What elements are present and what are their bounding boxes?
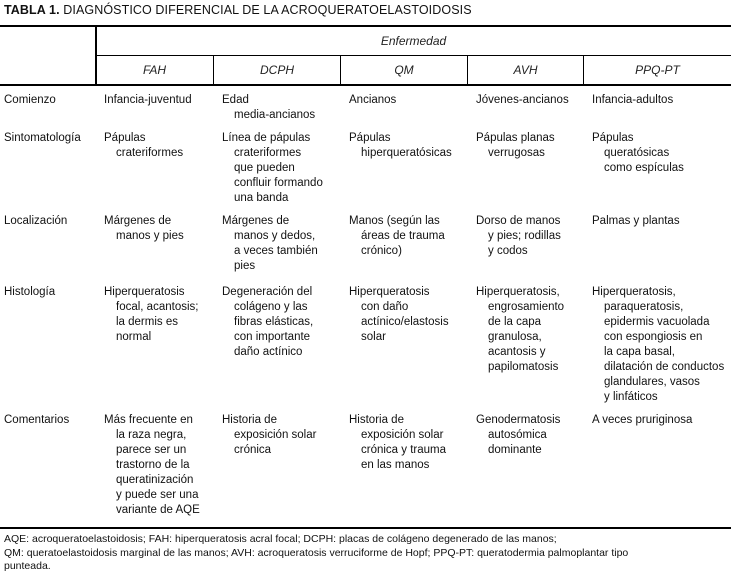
cell-line: Pápulas: [104, 132, 146, 144]
table-cell: [104, 413, 200, 518]
cell-line: crateriformes: [116, 147, 184, 159]
table-title-text: DIAGNÓSTICO DIFERENCIAL DE LA ACROQUERATOELASTOIDOSIS: [63, 3, 472, 17]
table-cell: [476, 413, 560, 458]
table-title: [4, 3, 472, 17]
cell-line: en las manos: [361, 459, 430, 471]
cell-line: manos y dedos,: [234, 230, 316, 242]
cell-line: pies: [234, 260, 256, 272]
table-cell: [104, 285, 198, 345]
cell-line: acantosis y: [488, 346, 546, 358]
cell-line: dominante: [488, 444, 542, 456]
cell-line: Pápulas: [592, 132, 634, 144]
cell-line: hiperqueratósicas: [361, 147, 452, 159]
cell-line: Infancia-adultos: [592, 94, 674, 106]
table-cell: [592, 285, 724, 405]
cell-line: Genodermatosis: [476, 414, 561, 426]
cell-line: Pápulas planas: [476, 132, 555, 144]
column-header: PPQ-PT: [635, 63, 680, 77]
cell-line: A veces pruriginosa: [592, 414, 693, 426]
cell-line: verrugosas: [488, 147, 545, 159]
footnote-line: punteada.: [4, 560, 51, 572]
table-cell: [222, 131, 323, 206]
cell-line: la capa basal,: [604, 346, 675, 358]
cell-line: y puede ser una: [116, 489, 199, 501]
cell-line: como espículas: [604, 162, 684, 174]
table-cell: [349, 93, 396, 108]
cell-line: Márgenes de: [104, 215, 172, 227]
table-cell: [104, 131, 183, 161]
table-number: TABLA 1.: [4, 3, 60, 17]
table-cell: [222, 285, 313, 360]
cell-line: a veces también: [234, 245, 318, 257]
cell-line: crateriformes: [234, 147, 302, 159]
column-header: AVH: [513, 63, 538, 77]
table-cell: [222, 413, 316, 458]
table-cell: [476, 93, 569, 108]
cell-line: confluir formando: [234, 177, 323, 189]
cell-line: con daño: [361, 301, 409, 313]
cell-line: Línea de pápulas: [222, 132, 311, 144]
cell-line: solar: [361, 331, 386, 343]
cell-line: exposición solar: [234, 429, 317, 441]
header-bottom-rule: [0, 84, 731, 86]
row-label: Comentarios: [4, 414, 70, 426]
cell-line: Palmas y plantas: [592, 215, 680, 227]
cell-line: Edad: [222, 94, 249, 106]
cell-line: y linfáticos: [604, 391, 658, 403]
cell-line: Ancianos: [349, 94, 397, 106]
cell-line: papilomatosis: [488, 361, 559, 373]
table-cell: [592, 214, 680, 229]
cell-line: glandulares, vasos: [604, 376, 700, 388]
cell-line: variante de AQE: [116, 504, 200, 516]
column-header: FAH: [142, 63, 167, 77]
row-label: Localización: [4, 215, 68, 227]
cell-line: la raza negra,: [116, 429, 187, 441]
cell-line: Pápulas: [349, 132, 391, 144]
cell-line: dilatación de conductos: [604, 361, 725, 373]
table-cell: [476, 214, 561, 259]
column-header: QM: [394, 63, 414, 77]
cell-line: fibras elásticas,: [234, 316, 314, 328]
footnote-line: QM: queratoelastoidosis marginal de las manos; AVH: acroqueratosis verruciforme de Hopf; PPQ-PT: queratodermia palmoplantar tipo: [4, 546, 629, 559]
cell-line: Jóvenes-ancianos: [476, 94, 569, 106]
top-rule: [0, 25, 731, 27]
cell-line: media-ancianos: [234, 109, 316, 121]
table-cell: [222, 93, 315, 123]
table-cell: [592, 413, 692, 428]
cell-line: trastorno de la: [116, 459, 190, 471]
cell-line: Degeneración del: [222, 286, 313, 298]
table-cell: [592, 131, 684, 176]
table-cell: [592, 93, 673, 108]
cell-line: colágeno y las: [234, 301, 308, 313]
row-label: Histología: [4, 286, 56, 298]
cell-line: parece ser un: [116, 444, 187, 456]
cell-line: focal, acantosis;: [116, 301, 199, 313]
cell-line: Hiperqueratosis,: [592, 286, 676, 298]
table-cell: [104, 214, 184, 244]
cell-line: queratinización: [116, 474, 194, 486]
cell-line: paraqueratosis,: [604, 301, 684, 313]
cell-line: Más frecuente en: [104, 414, 193, 426]
table-cell: [349, 413, 446, 473]
table-cell: [104, 93, 192, 108]
cell-line: Dorso de manos: [476, 215, 561, 227]
table-cell: [349, 131, 452, 161]
cell-line: epidermis vacuolada: [604, 316, 710, 328]
row-label: Sintomatología: [4, 132, 81, 144]
cell-line: queratósicas: [604, 147, 670, 159]
cell-line: y pies; rodillas: [488, 230, 561, 242]
cell-line: autosómica: [488, 429, 547, 441]
cell-line: granulosa,: [488, 331, 542, 343]
cell-line: y codos: [488, 245, 528, 257]
table-cell: [222, 214, 318, 274]
cell-line: crónico): [361, 245, 402, 257]
cell-line: la dermis es: [116, 316, 178, 328]
cell-line: Historia de: [222, 414, 277, 426]
cell-line: Infancia-juventud: [104, 94, 192, 106]
cell-line: de la capa: [488, 316, 542, 328]
cell-line: actínico/elastosis: [361, 316, 449, 328]
table-cell: [349, 285, 449, 345]
footnote: [4, 533, 729, 574]
cell-line: engrosamiento: [488, 301, 565, 313]
table-cell: [476, 285, 564, 375]
cell-line: con importante: [234, 331, 311, 343]
cell-line: Márgenes de: [222, 215, 290, 227]
table-cell: [349, 214, 445, 259]
cell-line: áreas de trauma: [361, 230, 445, 242]
cell-line: manos y pies: [116, 230, 184, 242]
table-cell: [476, 131, 555, 161]
bottom-rule: [0, 527, 731, 529]
cell-line: Hiperqueratosis,: [476, 286, 560, 298]
cell-line: normal: [116, 331, 152, 343]
cell-line: Historia de: [349, 414, 404, 426]
column-header: DCPH: [259, 63, 294, 77]
cell-line: una banda: [234, 192, 289, 204]
cell-line: exposición solar: [361, 429, 444, 441]
footnote-line: AQE: acroqueratoelastoidosis; FAH: hiperqueratosis acral focal; DCPH: placas de colágeno degenerado de las manos;: [4, 533, 557, 545]
cell-line: Hiperqueratosis: [349, 286, 430, 298]
cell-line: con espongiosis en: [604, 331, 703, 343]
cell-line: que pueden: [234, 162, 295, 174]
group-header: Enfermedad: [380, 34, 447, 48]
row-label: Comienzo: [4, 94, 56, 106]
cell-line: daño actínico: [234, 346, 303, 358]
cell-line: Hiperqueratosis: [104, 286, 185, 298]
cell-line: Manos (según las: [349, 215, 440, 227]
cell-line: crónica y trauma: [361, 444, 447, 456]
cell-line: crónica: [234, 444, 272, 456]
header-mid-rule: [96, 55, 731, 56]
